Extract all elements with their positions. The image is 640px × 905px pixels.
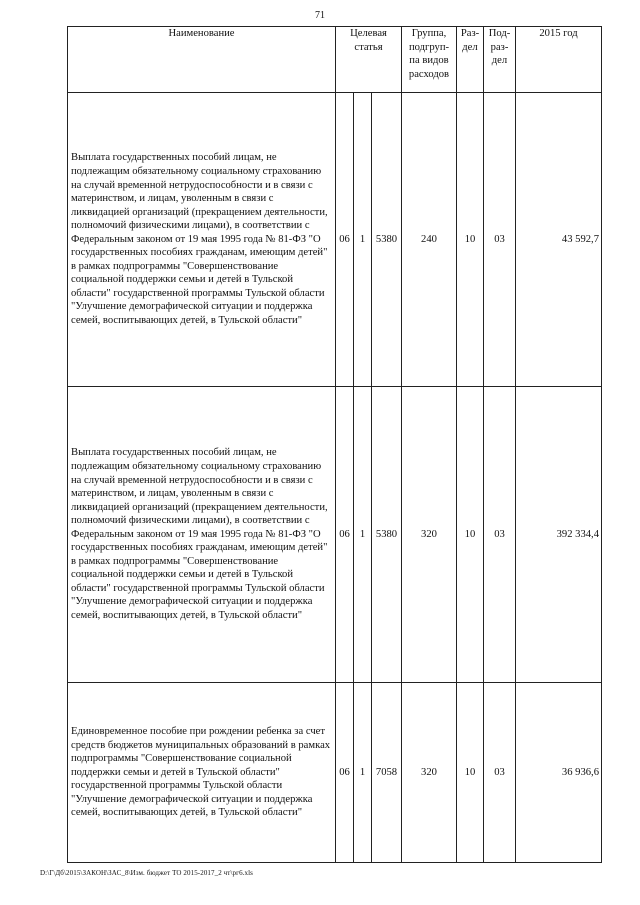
header-year: 2015 год: [516, 27, 602, 93]
row-group: 320: [402, 683, 457, 863]
row-ts1: 06: [336, 387, 354, 683]
row-name: Выплата государственных пособий лицам, не подлежащим обязательному социальному страхованию на случай временной нетрудоспособности и в связи с материнством, и лицам, уволенным в связи с ликвидацией организаций (прекращением деятельности, полномочий физическими лицами), в соответствии с Федеральным законом от 19 мая 1995 года № 81-ФЗ "О государственных пособиях гражданам, имеющим детей" в рамках подпрограммы "Совершенствование социальной поддержки семьи и детей в Тульской области" государственной программы Тульской области "Улучшение демографической ситуации и поддержка семей, воспитывающих детей, в Тульской области": [68, 93, 336, 387]
row-ts2: 1: [354, 683, 372, 863]
row-section: 10: [457, 387, 484, 683]
row-ts3: 5380: [372, 387, 402, 683]
row-ts1: 06: [336, 93, 354, 387]
row-ts2: 1: [354, 93, 372, 387]
row-name: Единовременное пособие при рождении ребенка за счет средств бюджетов муниципальных образований в рамках подпрограммы "Совершенствование социальной поддержки семьи и детей в Тульской области" государственной программы Тульской области "Улучшение демографической ситуации и поддержка семей, воспитывающих детей, в Тульской области": [68, 683, 336, 863]
table-row: [68, 683, 602, 863]
header-name: Наименование: [68, 27, 336, 93]
header-row: [68, 27, 602, 93]
row-section: 10: [457, 93, 484, 387]
row-amount: 43 592,7: [516, 93, 602, 387]
row-ts3: 5380: [372, 93, 402, 387]
page-number: 71: [315, 10, 325, 21]
row-group: 320: [402, 387, 457, 683]
row-subsection: 03: [484, 683, 516, 863]
row-amount: 36 936,6: [516, 683, 602, 863]
row-section: 10: [457, 683, 484, 863]
row-ts1: 06: [336, 683, 354, 863]
budget-table: [67, 26, 602, 863]
header-target-article: Целевая статья: [336, 27, 402, 93]
row-subsection: 03: [484, 93, 516, 387]
row-amount: 392 334,4: [516, 387, 602, 683]
header-subsection: Под-раз-дел: [484, 27, 516, 93]
row-name: Выплата государственных пособий лицам, не подлежащим обязательному социальному страхованию на случай временной нетрудоспособности и в связи с материнством, и лицам, уволенным в связи с ликвидацией организаций (прекращением деятельности, полномочий физическими лицами), в соответствии с Федеральным законом от 19 мая 1995 года № 81-ФЗ "О государственных пособиях гражданам, имеющим детей" в рамках подпрограммы "Совершенствование социальной поддержки семьи и детей в Тульской области" государственной программы Тульской области "Улучшение демографической ситуации и поддержка семей, воспитывающих детей, в Тульской области": [68, 387, 336, 683]
table-row: [68, 387, 602, 683]
row-ts3: 7058: [372, 683, 402, 863]
table-row: [68, 93, 602, 387]
row-ts2: 1: [354, 387, 372, 683]
row-group: 240: [402, 93, 457, 387]
row-subsection: 03: [484, 387, 516, 683]
file-path-footer: D:\Г\Дб\2015\ЗАКОН\ЗАС_8\Изм. бюджет ТО 2015-2017_2 чт\рг6.xls: [40, 869, 253, 877]
header-section: Раз-дел: [457, 27, 484, 93]
header-expense-group: Группа, подгруп-па видов расходов: [402, 27, 457, 93]
